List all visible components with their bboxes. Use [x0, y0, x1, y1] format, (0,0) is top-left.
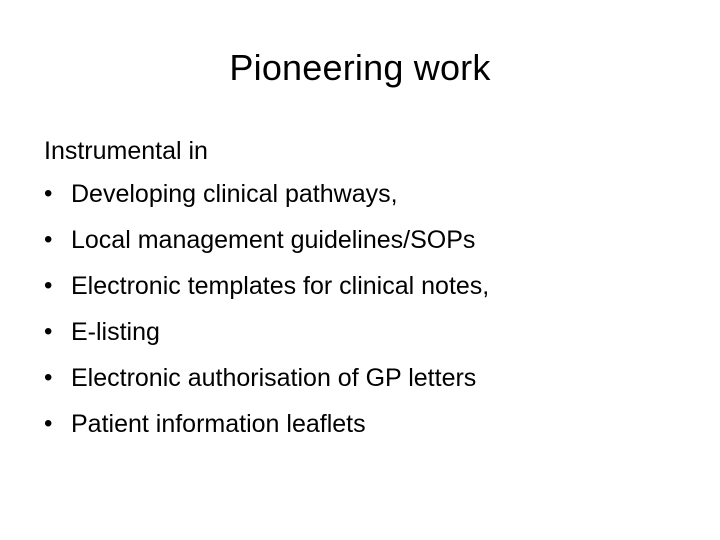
bullet-text: E-listing	[71, 318, 160, 346]
slide-body	[44, 131, 694, 447]
bullet-dot-icon: •	[44, 180, 53, 207]
bullet-item	[44, 217, 694, 263]
bullet-text: Developing clinical pathways,	[71, 180, 398, 208]
bullet-dot-icon: •	[44, 410, 53, 437]
bullet-dot-icon: •	[44, 364, 53, 391]
bullet-dot-icon: •	[44, 272, 53, 299]
bullet-item	[44, 171, 694, 217]
slide-title: Pioneering work	[229, 47, 491, 88]
bullet-text: Electronic templates for clinical notes,	[71, 272, 490, 300]
bullet-text: Electronic authorisation of GP letters	[71, 364, 477, 392]
bullet-dot-icon: •	[44, 318, 53, 345]
bullet-item	[44, 309, 694, 355]
bullet-text: Patient information leaflets	[71, 410, 366, 438]
intro-text: Instrumental in	[44, 137, 208, 165]
bullet-item	[44, 263, 694, 309]
bullet-list	[44, 171, 694, 447]
bullet-text: Local management guidelines/SOPs	[71, 226, 476, 254]
bullet-dot-icon: •	[44, 226, 53, 253]
bullet-item	[44, 355, 694, 401]
bullet-item	[44, 401, 694, 447]
